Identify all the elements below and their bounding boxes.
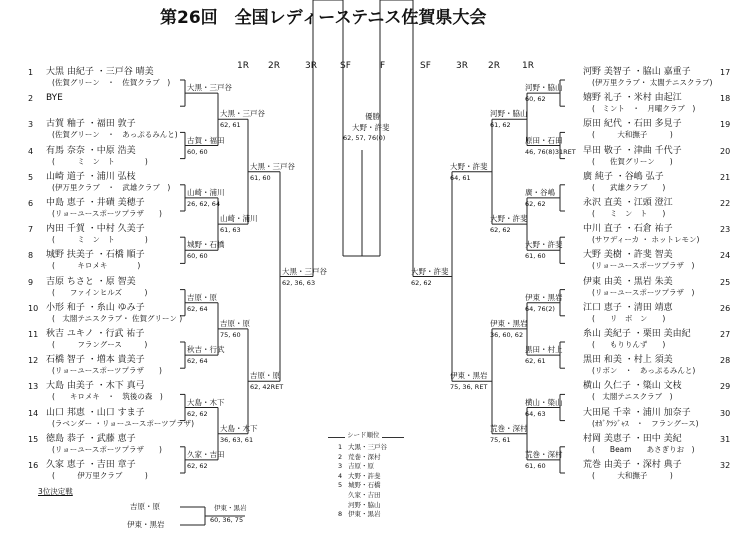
player-names: 江口 恵子 ・清田 靖恵 [583,302,673,313]
player-club: (伊万里クラブ ・ 武雄クラブ ) [52,182,171,192]
match-score: 61, 60 [525,252,546,261]
match-winner: 吉原・原 [187,292,217,302]
final-label: 優勝 [365,112,380,121]
player-number: 32 [720,461,731,470]
player-number: 24 [720,251,731,261]
player-club: (リョーユースポーツプラザ ) [592,287,695,297]
match-score: 46, 76(8)31RET [525,147,576,156]
player-number: 10 [28,303,39,313]
match-score: 62, 61 [525,357,546,366]
match-winner: 大黒・三戸谷 [282,266,327,276]
match-score: 61, 63 [220,226,241,235]
player-club: (ｵｶﾞｸﾗｼﾞｬｽ ・ フラングース) [592,418,699,428]
match-score: 64, 63 [525,409,546,418]
player-number: 20 [720,146,731,156]
player-club: (リョーユースポーツプラザ ) [52,366,162,376]
player-names: 久家 恵子 ・吉田 章子 [46,460,136,470]
match-score: 62, 62 [525,199,546,208]
player-club: (佐賀グリーン ・ 佐賀クラブ ) [52,78,171,87]
player-club: ( キロメキ ・ 筑後の森 ) [52,392,163,402]
player-names: 吉原 ちさと ・原 智美 [46,276,136,287]
match-winner: 山崎・浦川 [187,187,225,197]
player-number: 11 [28,330,39,339]
third-place-winner: 伊東・黒岩 [214,504,247,512]
player-number: 1 [28,68,34,77]
player-club: (リョーユースポーツプラザ ) [52,444,162,454]
match-score: 64, 76(2) [525,304,555,313]
round-header-left-1r: 1R [237,61,249,71]
match-winner: 大黒・三戸谷 [220,109,265,119]
match-winner: 河野・脇山 [525,83,563,93]
round-header-right-1r: 1R [522,61,534,71]
player-names: 嬉野 礼子 ・米村 由起江 [583,93,682,104]
player-number: 30 [720,408,731,418]
round-header-left-3r: 3R [305,61,317,71]
player-names: 永沢 直美 ・江頭 澄江 [583,198,673,208]
player-names: 横山 久仁子 ・簗山 文枝 [583,381,682,392]
match-winner: 横山・簗山 [525,397,563,407]
match-winner: 大黒・三戸谷 [250,161,295,171]
match-winner: 山崎・浦川 [220,214,258,224]
player-names: 山崎 道子 ・浦川 弘枝 [46,171,136,182]
seed-rank: 4 [338,471,343,480]
player-club: ( キロメキ ) [52,261,141,271]
player-number: 17 [720,68,731,77]
third-place-score: 60, 36, 75 [210,516,244,524]
match-winner: 秋吉・行武 [187,345,225,355]
player-club: ( 太閤テニスクラブ ) [592,392,673,402]
player-club: (佐賀グリーン ・ あっぷるみんと) [52,130,178,140]
player-club: ( 大和撫子 ) [592,471,673,480]
match-winner: 大野・許斐 [490,214,528,224]
seed-heading: シード順位 [347,431,380,439]
match-score: 62, 62 [411,278,432,287]
player-names: 有馬 奈奈 ・中原 浩美 [46,145,136,156]
match-winner: 久家・吉田 [187,449,225,459]
third-place-team-a: 吉原・原 [130,502,160,511]
match-score: 75, 36, RET [450,383,488,392]
player-number: 15 [28,434,39,444]
page-title: 第26回 全国レディーステニス佐賀県大会 [160,8,487,28]
seed-pair: 久家・吉田 [348,491,381,499]
player-number: 5 [28,172,34,182]
player-club: ( もりりんず ) [592,340,666,349]
player-club: ( 太閤テニスクラブ・ 佐賀グリーン ) [52,313,183,323]
match-winner: 大野・許斐 [450,161,488,171]
player-number: 13 [28,382,39,392]
player-number: 16 [28,461,39,470]
third-place-heading: 3位決定戦 [38,487,73,496]
player-club: ( ミ ン ト ) [592,209,666,218]
match-winner: 大野・許斐 [411,266,449,276]
match-score: 75, 61 [490,435,511,444]
player-names: 古賀 釉子 ・福田 敦子 [46,119,136,130]
match-winner: 大黒・三戸谷 [187,83,232,93]
round-header-right-sf: SF [420,61,431,71]
match-score: 62, 42RET [250,383,284,392]
player-names: 城野 扶美子 ・石橋 順子 [46,250,145,261]
match-winner: 伊東・黒岩 [525,292,563,302]
match-winner: 大島・木下 [187,397,225,407]
player-names: 原田 紀代 ・石田 多見子 [583,119,682,130]
round-header-left-sf: SF [340,61,351,71]
match-score: 62, 64 [187,304,208,313]
player-club: (リボン ・ あっぷるみんと) [592,366,696,376]
seed-pair: 河野・脇山 [348,500,381,509]
match-winner: 古賀・福田 [187,135,225,145]
match-score: 26, 62, 64 [187,199,221,208]
player-names: 秋吉 ユキノ ・行武 祐子 [46,329,145,339]
seed-pair: 荒巻・深村 [348,452,381,461]
seed-rank: 5 [338,481,343,490]
match-winner: 原田・石田 [525,135,563,145]
player-number: 6 [28,199,34,208]
match-winner: 廣・谷嶋 [525,187,555,197]
player-names: 早田 敬子 ・津曲 千代子 [583,145,682,156]
player-number: 27 [720,330,731,339]
player-club: ( 伊万里クラブ ) [52,471,148,480]
player-number: 26 [720,303,731,313]
seed-pair: 城野・石橋 [348,481,381,490]
player-number: 3 [28,120,34,130]
player-names: 中島 恵子 ・井磧 美穂子 [46,198,145,208]
player-names: 中川 直子 ・石倉 祐子 [583,224,673,235]
match-score: 62, 62 [187,461,208,470]
round-header-final: F [380,61,386,71]
seed-rank: 1 [338,443,343,451]
match-score: 62, 61 [220,121,241,130]
seed-pair: 大黒・三戸谷 [348,443,387,451]
match-score: 60, 60 [187,147,208,156]
player-number: 23 [720,225,731,235]
match-winner: 大島・木下 [220,423,258,433]
match-winner: 大野・許斐 [525,240,563,250]
match-score: 60, 60 [187,252,208,261]
match-score: 64, 61 [450,173,471,182]
player-club: ( フラングース ) [52,340,148,349]
seed-rank: 3 [338,462,343,471]
player-names: 大田尾 千幸 ・浦川 加奈子 [583,407,691,418]
match-score: 60, 62 [525,95,546,104]
player-names: 大島 由美子 ・木下 真弓 [46,381,145,392]
player-club: ( 大和撫子 ) [592,130,673,140]
player-names: 小形 和子 ・糸山 ゆみ子 [46,302,145,313]
player-club: ( ミント ・ 月曜クラブ ) [592,104,696,114]
player-club: ( Beam あさぎりお ) [592,444,695,454]
match-winner: 吉原・原 [250,371,280,381]
match-winner: 河野・脇山 [490,109,528,119]
player-club: ( ミ ン ト ) [52,156,148,166]
player-names: 河野 美智子 ・脇山 嘉重子 [583,67,691,77]
player-names: 徳島 恭子 ・武藤 恵子 [46,433,136,444]
match-winner: 荒巻・深村 [490,423,528,433]
match-score: 36, 63, 61 [220,435,254,444]
match-winner: 吉原・原 [220,318,250,328]
player-number: 25 [720,277,731,287]
match-score: 62, 36, 63 [282,278,316,287]
final-winner: 大野・許斐 [352,123,390,132]
final-score: 62, 57, 76(0) [343,134,386,142]
match-winner: 伊東・黒岩 [490,318,528,328]
match-score: 62, 62 [187,409,208,418]
player-number: 28 [720,356,731,366]
player-club: ( ファインヒルズ ) [52,287,148,297]
player-number: 31 [720,434,731,444]
third-place-team-b: 伊東・黒岩 [127,520,165,529]
player-names: 内田 千賀 ・中村 久美子 [46,224,145,235]
match-score: 61, 60 [525,461,546,470]
round-header-right-3r: 3R [456,61,468,71]
player-number: 19 [720,120,731,130]
player-club: (サワディーカ ・ ホットレモン) [592,235,700,245]
player-number: 18 [720,94,731,104]
match-winner: 荒巻・深村 [525,449,563,459]
player-names: BYE [46,93,63,104]
player-number: 22 [720,199,731,208]
player-names: 山口 邦恵 ・山口 すま子 [46,407,145,418]
player-names: 大黒 由紀子 ・三戸谷 晴美 [46,67,154,77]
player-names: 荒巻 由美子 ・深村 典子 [583,460,682,470]
player-names: 大野 美樹 ・許斐 智美 [583,250,673,261]
player-number: 21 [720,172,731,182]
player-number: 7 [28,225,34,235]
player-number: 12 [28,356,39,366]
round-header-right-2r: 2R [488,61,500,71]
player-club: ( 佐賀グリーン ) [592,156,673,166]
player-names: 黒田 和美 ・村上 須美 [583,355,673,366]
seed-pair: 吉原・原 [348,462,374,471]
match-score: 61, 62 [490,121,511,130]
player-club: ( リ ボ ン ) [592,313,666,323]
seed-rank: 2 [338,452,343,461]
match-winner: 城野・石橋 [187,240,225,250]
player-number: 9 [28,277,34,287]
seed-pair: 伊東・黒岩 [348,510,381,519]
match-winner: 伊東・黒岩 [450,371,488,381]
match-winner: 黒田・村上 [525,345,563,355]
player-number: 8 [28,251,34,261]
player-names: 糸山 美紀子 ・栗田 美由紀 [583,329,691,339]
player-club: (リョーユースポーツプラザ ) [592,261,695,271]
player-number: 2 [28,94,34,104]
player-club: ( ミ ン ト ) [52,235,148,245]
match-score: 62, 62 [490,226,511,235]
player-names: 廣 純子 ・谷嶋 弘子 [583,171,664,182]
match-score: 62, 64 [187,357,208,366]
seed-pair: 大野・許斐 [348,471,381,480]
match-score: 36, 60, 62 [490,330,524,339]
player-number: 29 [720,382,731,392]
seed-rank: 8 [338,510,343,519]
player-names: 伊東 由美 ・黒岩 朱美 [583,276,673,287]
match-score: 61, 60 [250,173,271,182]
player-club: (伊万里クラブ・ 太閤テニスクラブ) [592,78,713,87]
player-club: ( 武雄クラブ ) [592,182,666,192]
player-names: 石橋 智子 ・増本 貴美子 [46,355,145,366]
player-club: (リョーユースポーツプラザ ) [52,209,162,218]
player-names: 村岡 美恵子 ・田中 美紀 [583,433,682,444]
player-club: (ラベンダー ・リョーユースポーツプラザ) [52,418,195,428]
player-number: 4 [28,146,34,156]
match-score: 75, 60 [220,330,241,339]
round-header-left-2r: 2R [268,61,280,71]
player-number: 14 [28,408,39,418]
